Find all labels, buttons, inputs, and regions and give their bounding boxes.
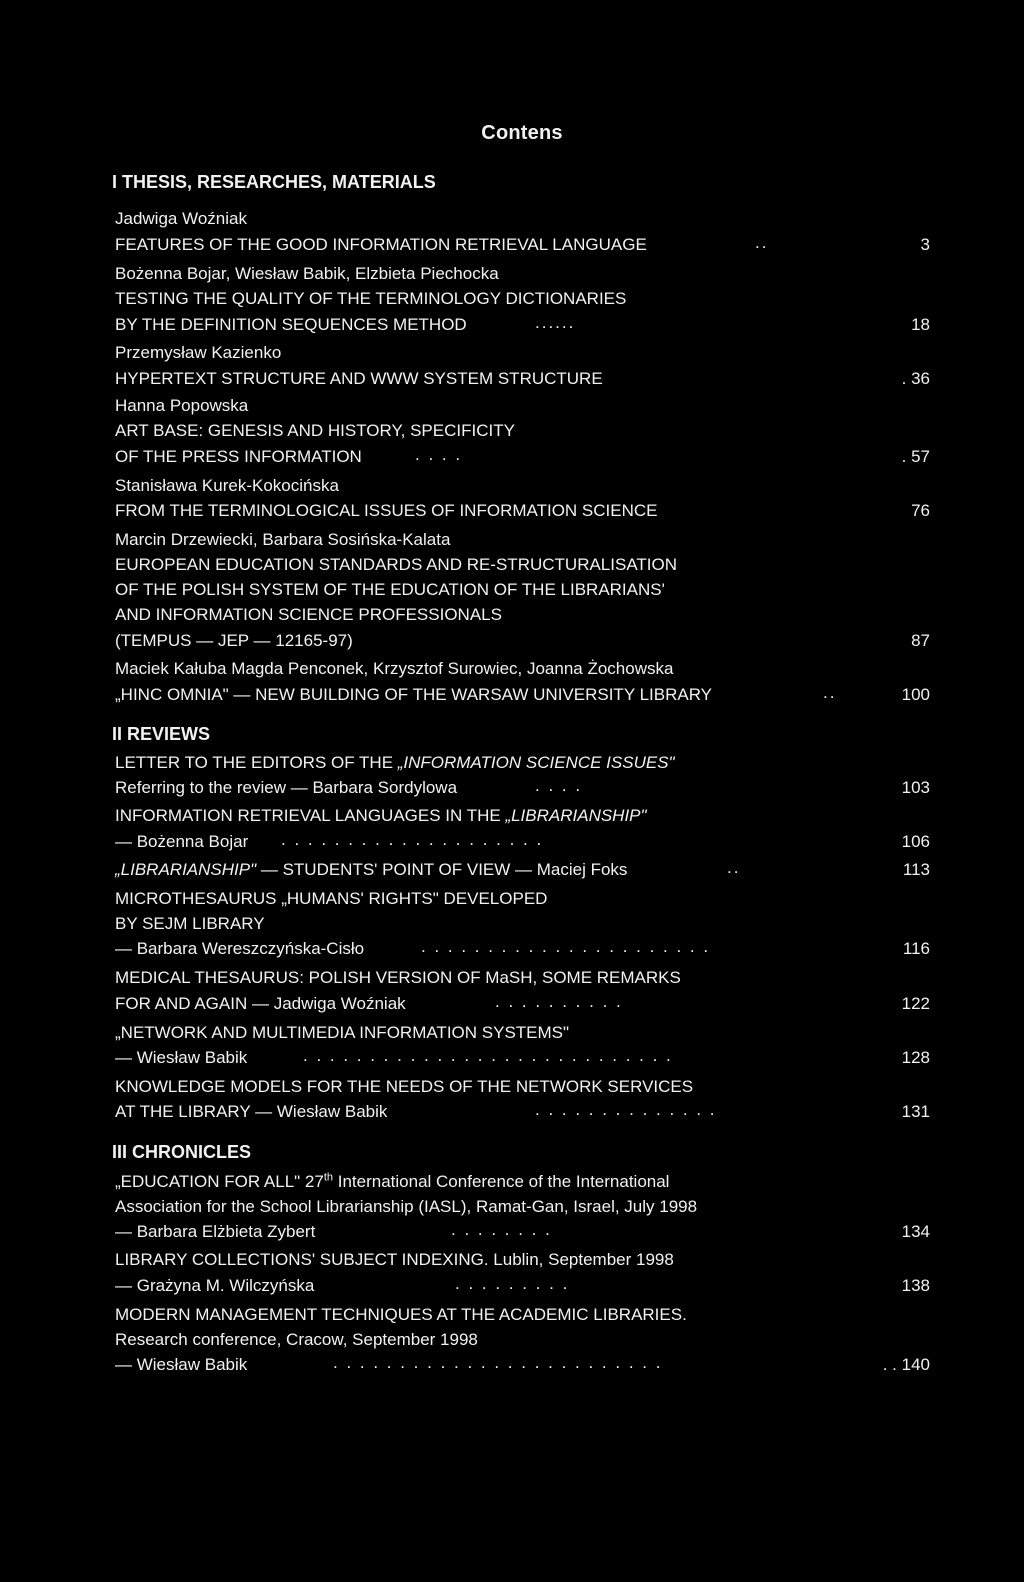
entry-title-text: TESTING THE QUALITY OF THE TERMINOLOGY DICTIONARIES: [115, 289, 627, 308]
dot-leader: . . . .: [535, 776, 583, 795]
title-part: INFORMATION RETRIEVAL LANGUAGES IN THE: [115, 806, 506, 825]
entry-title-text: „NETWORK AND MULTIMEDIA INFORMATION SYSTEMS": [115, 1023, 570, 1042]
entry-title-text: [115, 857, 627, 883]
entry-title-line: [115, 965, 930, 991]
entry-sub-text: — Wiesław Babik: [115, 1355, 248, 1374]
page-number: 3: [920, 235, 930, 254]
entry-title-line: [115, 682, 930, 708]
entry-title-line: [115, 886, 930, 912]
page-number: 113: [902, 860, 930, 879]
dot-leader: . . . . . . . . . . . . . . . . . . . .: [281, 830, 544, 849]
entry-sub-line: [115, 775, 930, 801]
page-number: 116: [902, 939, 930, 958]
entry-sub-text: — Barbara Elżbieta Zybert: [115, 1222, 316, 1241]
author-text: Hanna Popowska: [115, 396, 249, 415]
entry-title-line: [115, 803, 930, 829]
entry-author: [115, 340, 930, 366]
title-italic: „LIBRARIANSHIP": [505, 806, 647, 825]
page-number: 122: [901, 994, 930, 1013]
entry-title-line: [115, 286, 930, 312]
entry-sub-line: [115, 1352, 930, 1378]
dot-leader: . . . . . . . . . .: [495, 992, 623, 1011]
entry-title-line: [115, 1247, 930, 1273]
entry-title-text: AT THE LIBRARY — Wiesław Babik: [115, 1102, 388, 1121]
entry-title-line: [115, 312, 930, 338]
page-number: 138: [901, 1276, 930, 1295]
entry-title-text: EUROPEAN EDUCATION STANDARDS AND RE-STRUCTURALISATION: [115, 555, 678, 574]
page-number: 87: [911, 631, 930, 650]
entry-sub-text: — Wiesław Babik: [115, 1048, 248, 1067]
entry-title-text: OF THE POLISH SYSTEM OF THE EDUCATION OF THE LIBRARIANS': [115, 580, 665, 599]
entry-author: [115, 656, 930, 682]
dot-leader: . . . . . . . . . . . . . .: [535, 1100, 717, 1119]
title-part: LETTER TO THE EDITORS OF THE: [115, 753, 398, 772]
page-title: Contens: [481, 122, 563, 144]
entry-title-text: BY THE DEFINITION SEQUENCES METHOD: [115, 315, 467, 334]
entry-title-text: Association for the School Librarianship (IASL), Ramat-Gan, Israel, July 1998: [115, 1197, 698, 1216]
page-number: 103: [901, 778, 930, 797]
entry-title-text: MODERN MANAGEMENT TECHNIQUES AT THE ACADEMIC LIBRARIES.: [115, 1305, 687, 1324]
dot-leader: ..: [823, 683, 837, 702]
author-text: Maciek Kałuba Magda Penconek, Krzysztof Surowiec, Joanna Żochowska: [115, 659, 674, 678]
page-number: 128: [901, 1048, 930, 1067]
entry-title-text: [115, 750, 675, 776]
section-heading-reviews: II REVIEWS: [112, 724, 211, 744]
entry-author: [115, 393, 930, 419]
entry-sub-line: [115, 936, 930, 962]
entry-title-line: [115, 498, 930, 524]
page-number: . 57: [901, 447, 930, 466]
dot-leader: ..: [727, 858, 741, 877]
entry-title-text: „HINC OMNIA" — NEW BUILDING OF THE WARSAW UNIVERSITY LIBRARY: [115, 685, 713, 704]
entry-title-line: [115, 1074, 930, 1100]
page-number: . . 140: [882, 1355, 930, 1374]
entry-title-line: [115, 750, 930, 776]
entry-title-text: OF THE PRESS INFORMATION: [115, 447, 362, 466]
entry-sub-text: — Barbara Wereszczyńska-Cisło: [115, 939, 365, 958]
entry-title-text: MICROTHESAURUS „HUMANS' RIGHTS" DEVELOPED: [115, 889, 548, 908]
title-part: International Conference of the International: [333, 1172, 670, 1191]
entry-title-line: [115, 1099, 930, 1125]
author-text: Jadwiga Woźniak: [115, 209, 247, 228]
section-heading-thesis: I THESIS, RESEARCHES, MATERIALS: [112, 172, 436, 192]
entry-sub-line: [115, 1273, 930, 1299]
entry-title-text: FEATURES OF THE GOOD INFORMATION RETRIEVAL LANGUAGE: [115, 235, 647, 254]
dot-leader: . . . . . . . . . . . . . . . . . . . . . . . . . . . .: [303, 1046, 673, 1065]
entry-sub-text: — Grażyna M. Wilczyńska: [115, 1276, 315, 1295]
dot-leader: ......: [535, 313, 576, 332]
author-text: Stanisława Kurek-Kokocińska: [115, 476, 339, 495]
entry-title-line: [115, 232, 930, 258]
entry-title-line: [115, 991, 930, 1017]
entry-title-text: FOR AND AGAIN — Jadwiga Woźniak: [115, 994, 406, 1013]
title-part: — STUDENTS' POINT OF VIEW — Maciej Foks: [256, 860, 628, 879]
page-number: 18: [911, 315, 930, 334]
entry-title-text: AND INFORMATION SCIENCE PROFESSIONALS: [115, 605, 502, 624]
entry-sub-line: [115, 829, 930, 855]
dot-leader: . . . . . . . . .: [455, 1274, 570, 1293]
dot-leader: . . . . . . . . . . . . . . . . . . . . . . . . .: [333, 1353, 663, 1372]
title-italic: „INFORMATION SCIENCE ISSUES": [397, 753, 675, 772]
entry-author: [115, 206, 930, 232]
entry-title-line: [115, 857, 930, 883]
entry-title-text: FROM THE TERMINOLOGICAL ISSUES OF INFORMATION SCIENCE: [115, 501, 658, 520]
entry-title-line: [115, 366, 930, 392]
entry-title-line: [115, 602, 930, 628]
page-number: 131: [901, 1102, 930, 1121]
author-text: Bożenna Bojar, Wiesław Babik, Elzbieta Piechocka: [115, 264, 499, 283]
title-part: „EDUCATION FOR ALL" 27: [115, 1172, 324, 1191]
page-number: . 36: [901, 369, 930, 388]
entry-title-line: [115, 418, 930, 444]
title-italic: „LIBRARIANSHIP": [115, 860, 257, 879]
entry-sub-text: Referring to the review — Barbara Sordylowa: [115, 778, 458, 797]
entry-title-line: [115, 577, 930, 603]
dot-leader: . . . . . . . .: [451, 1220, 552, 1239]
entry-title-line: [115, 444, 930, 470]
page-number: 134: [901, 1222, 930, 1241]
entry-title-text: MEDICAL THESAURUS: POLISH VERSION OF MaSH, SOME REMARKS: [115, 968, 681, 987]
entry-title-text: LIBRARY COLLECTIONS' SUBJECT INDEXING. Lublin, September 1998: [115, 1250, 674, 1269]
entry-title-text: KNOWLEDGE MODELS FOR THE NEEDS OF THE NETWORK SERVICES: [115, 1077, 694, 1096]
entry-author: [115, 527, 930, 553]
entry-title-text: ART BASE: GENESIS AND HISTORY, SPECIFICITY: [115, 421, 515, 440]
entry-sub-text: — Bożenna Bojar: [115, 832, 249, 851]
dot-leader: . . . . . . . . . . . . . . . . . . . . . .: [421, 937, 711, 956]
page-number: 100: [901, 685, 930, 704]
section-heading-chronicles: III CHRONICLES: [112, 1142, 252, 1162]
entry-title-line: [115, 628, 930, 654]
entry-title-line: [115, 1169, 930, 1195]
page-number: 76: [911, 501, 930, 520]
author-text: Marcin Drzewiecki, Barbara Sosińska-Kalata: [115, 530, 451, 549]
entry-title-text: [115, 1169, 669, 1195]
entry-title-line: [115, 552, 930, 578]
entry-sub-line: [115, 1219, 930, 1245]
superscript: th: [323, 1171, 334, 1184]
entry-title-text: (TEMPUS — JEP — 12165-97): [115, 631, 353, 650]
entry-author: [115, 473, 930, 499]
page-number: 106: [901, 832, 930, 851]
entry-title-text: [115, 803, 647, 829]
entry-title-text: HYPERTEXT STRUCTURE AND WWW SYSTEM STRUCTURE: [115, 369, 603, 388]
dot-leader: ..: [755, 233, 769, 252]
dot-leader: . . . .: [415, 445, 463, 464]
entry-title-line: [115, 1302, 930, 1328]
author-text: Przemysław Kazienko: [115, 343, 282, 362]
entry-title-text: BY SEJM LIBRARY: [115, 914, 265, 933]
entry-title-text: Research conference, Cracow, September 1998: [115, 1330, 478, 1349]
entry-sub-line: [115, 1045, 930, 1071]
entry-author: [115, 261, 930, 287]
